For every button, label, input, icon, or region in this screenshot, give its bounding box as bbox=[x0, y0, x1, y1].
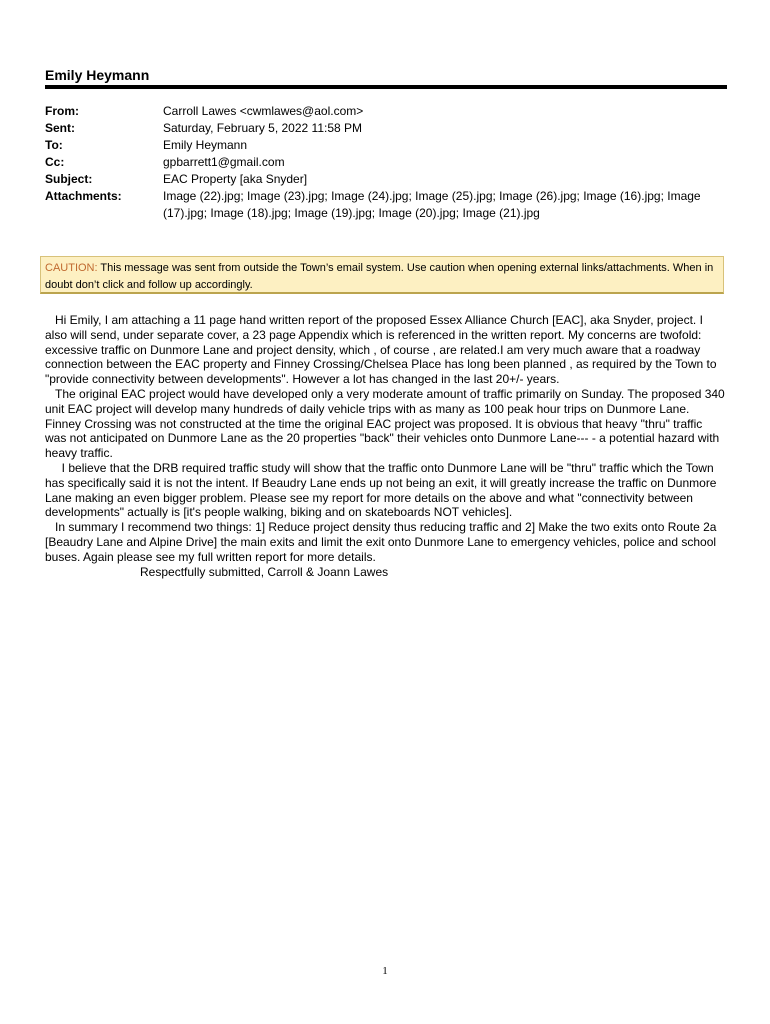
attachments-value: Image (22).jpg; Image (23).jpg; Image (24).jpg; Image (25).jpg; Image (26).jpg; Image (16).jpg; Image (17).jpg; Image (18).jpg; Image (19).jpg; Image (20).jpg; Image (21).jpg bbox=[163, 189, 701, 220]
cc-row bbox=[45, 154, 735, 171]
body-paragraph-4: In summary I recommend two things: 1] Reduce project density thus reducing traffic and 2] Make the two exits onto Route 2a [Beaudry Lane and Alpine Drive] the main exits and limit the exit onto Dunmore Lane to emergency vehicles, police and school buses. Again please see my full written report for more details. bbox=[45, 520, 717, 564]
mailbox-owner-name: Emily Heymann bbox=[45, 67, 150, 83]
subject-value: EAC Property [aka Snyder] bbox=[163, 172, 308, 186]
external-email-caution-banner bbox=[40, 256, 724, 294]
from-value: Carroll Lawes <cwmlawes@aol.com> bbox=[163, 104, 364, 118]
attachments-row bbox=[45, 188, 735, 222]
subject-label: Subject: bbox=[45, 172, 93, 186]
signature-line: Respectfully submitted, Carroll & Joann Lawes bbox=[140, 564, 389, 579]
header-rule bbox=[45, 85, 727, 89]
from-row bbox=[45, 103, 735, 120]
attachments-label: Attachments: bbox=[45, 189, 122, 203]
body-paragraph-3: I believe that the DRB required traffic study will show that the traffic onto Dunmore Lane will be "thru" traffic which the Town has specifically said it is not the intent. If Beaudry Lane ends up not being an exit, it will greatly increase the traffic on Dunmore Lane making an even bigger problem. Please see my report for more details on the above and what "connectivity between developments" actually is [it's people walking, biking and on skateboards NOT vehicles]. bbox=[45, 460, 717, 520]
sent-row bbox=[45, 120, 735, 137]
email-body bbox=[45, 313, 725, 579]
page-number: 1 bbox=[382, 965, 388, 977]
to-row bbox=[45, 137, 735, 154]
body-paragraph-1: Hi Emily, I am attaching a 11 page hand written report of the proposed Essex Alliance Church [EAC], aka Snyder, project. I also will send, under separate cover, a 23 page Appendix which is referenced in the written report. My concerns are twofold: excessive traffic on Dunmore Lane and project density, which , of course , are related.I am very much aware that a roadway connection between the EAC property and Finney Crossing/Chelsea Place has long been planned , as required by the Town to "provide connectivity between developments". However a lot has changed in the last 20+/- years. bbox=[45, 313, 717, 387]
caution-label: CAUTION: bbox=[45, 262, 98, 274]
caution-text: This message was sent from outside the Town’s email system. Use caution when opening external links/attachments. When in doubt don’t click and follow up accordingly. bbox=[45, 262, 714, 291]
cc-value: gpbarrett1@gmail.com bbox=[163, 155, 285, 169]
email-header bbox=[45, 103, 735, 222]
to-value: Emily Heymann bbox=[163, 138, 248, 152]
from-label: From: bbox=[45, 104, 79, 118]
sent-value: Saturday, February 5, 2022 11:58 PM bbox=[163, 121, 363, 135]
sent-label: Sent: bbox=[45, 121, 75, 135]
to-label: To: bbox=[45, 138, 63, 152]
subject-row bbox=[45, 171, 735, 188]
body-paragraph-2: The original EAC project would have developed only a very moderate amount of traffic primarily on Sunday. The proposed 340 unit EAC project will develop many hundreds of daily vehicle trips with as many as 100 peak hour trips on Dunmore Lane. Finney Crossing was not constructed at the time the original EAC project was proposed. It is obvious that heavy "thru" traffic was not anticipated on Dunmore Lane as the 20 properties "back" their vehicles onto Dunmore Lane--- - a potential hazard with heavy traffic. bbox=[45, 386, 725, 461]
cc-label: Cc: bbox=[45, 155, 65, 169]
